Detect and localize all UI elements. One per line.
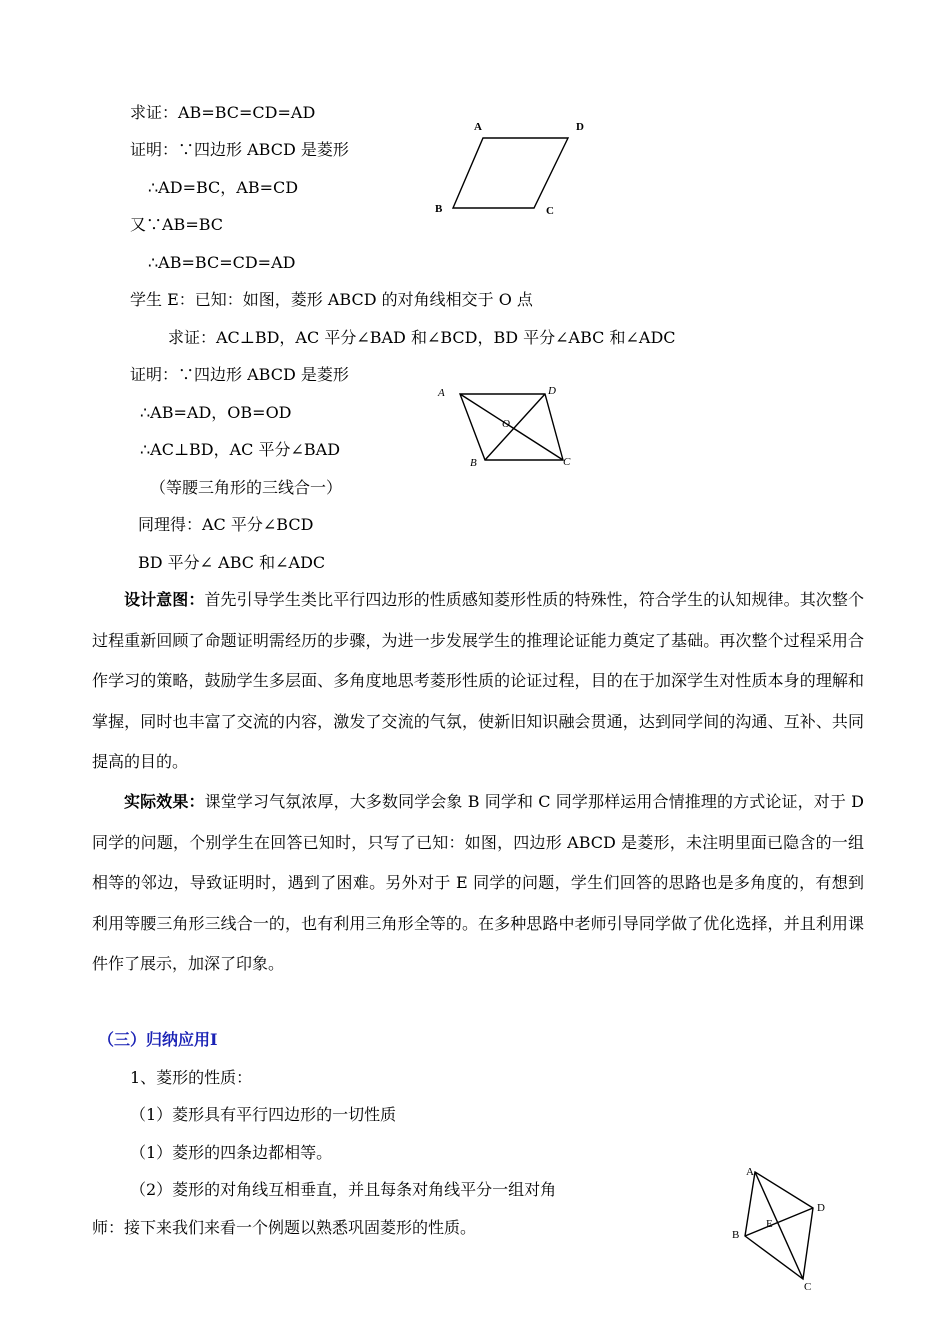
actual-effect-paragraph	[92, 782, 864, 985]
property-2: （1）菱形的四条边都相等。	[130, 1143, 333, 1162]
fig2-label-o: O	[502, 418, 510, 430]
design-intent-text: 首先引导学生类比平行四边形的性质感知菱形性质的特殊性，符合学生的认知规律。其次整个过程重新回顾了命题证明需经历的步骤，为进一步发展学生的推理论证能力奠定了基础。再次整个过程采用合作学习的策略，鼓励学生多层面、多角度地思考菱形性质的论证过程，目的在于加深学生对性质本身的理解和掌握，同时也丰富了交流的内容，激发了交流的气氛，使新旧知识融会贯通，达到同学间的沟通、互补、共同提高的目的。	[92, 590, 864, 771]
student-e-prove: 求证：AC⊥BD，AC 平分∠BAD 和∠BCD，BD 平分∠ABC 和∠ADC	[168, 328, 676, 347]
fig3-label-c: C	[804, 1281, 812, 1293]
fig3-label-b: B	[732, 1229, 740, 1241]
proof2-line6: BD 平分∠ ABC 和∠ADC	[138, 553, 326, 572]
fig3-label-d: D	[817, 1202, 825, 1214]
proof1-line4: 又∵AB=BC	[130, 215, 224, 234]
fig1-label-d: D	[576, 121, 584, 133]
proof1-line1: 求证：AB=BC=CD=AD	[130, 103, 316, 122]
fig1-label-c: C	[546, 205, 554, 217]
proof1-line3: ∴AD=BC，AB=CD	[148, 178, 299, 197]
teacher-line: 师：接下来我们来看一个例题以熟悉巩固菱形的性质。	[92, 1218, 477, 1237]
actual-effect-title: 实际效果：	[124, 792, 205, 811]
fig1-label-b: B	[435, 203, 443, 215]
student-e-given: 学生 E：已知：如图，菱形 ABCD 的对角线相交于 O 点	[130, 290, 533, 309]
proof2-line5: 同理得：AC 平分∠BCD	[138, 515, 314, 534]
fig3-label-e: E	[766, 1218, 773, 1230]
fig2-label-c: C	[563, 456, 571, 468]
property-1: （1）菱形具有平行四边形的一切性质	[130, 1105, 397, 1124]
design-intent-title: 设计意图：	[124, 590, 205, 609]
fig3-label-a: A	[746, 1166, 754, 1178]
proof1-line5: ∴AB=BC=CD=AD	[148, 253, 296, 272]
fig2-label-a: A	[438, 387, 445, 399]
fig2-label-d: D	[548, 385, 556, 397]
proof1-line2: 证明：∵四边形 ABCD 是菱形	[130, 140, 349, 159]
property-heading: 1、菱形的性质：	[130, 1068, 253, 1087]
proof2-line3: ∴AC⊥BD，AC 平分∠BAD	[140, 440, 341, 459]
rhombus-figure-1	[420, 110, 620, 220]
fig2-label-b: B	[470, 457, 477, 469]
rhombus-figure-3	[725, 1158, 845, 1298]
proof2-line2: ∴AB=AD，OB=OD	[140, 403, 292, 422]
rhombus-figure-2	[430, 380, 610, 480]
section-3-title: （三）归纳应用Ⅰ	[98, 1030, 218, 1049]
proof2-line1: 证明：∵四边形 ABCD 是菱形	[130, 365, 349, 384]
property-3: （2）菱形的对角线互相垂直，并且每条对角线平分一组对角	[130, 1180, 557, 1199]
actual-effect-text: 课堂学习气氛浓厚，大多数同学会象 B 同学和 C 同学那样运用合情推理的方式论证，对于 D 同学的问题，个别学生在回答已知时，只写了已知：如图，四边形 ABCD 是菱形，未注明里面已隐含的一组相等的邻边，导致证明时，遇到了困难。另外对于 E 同学的问题，学生们回答的思路也是多角度的，有想到利用等腰三角形三线合一的，也有利用三角形全等的。在多种思路中老师引导同学做了优化选择，并且利用课件作了展示，加深了印象。	[92, 792, 864, 973]
fig1-label-a: A	[474, 121, 482, 133]
proof2-line4: （等腰三角形的三线合一）	[150, 478, 343, 497]
design-intent-paragraph	[92, 580, 864, 783]
